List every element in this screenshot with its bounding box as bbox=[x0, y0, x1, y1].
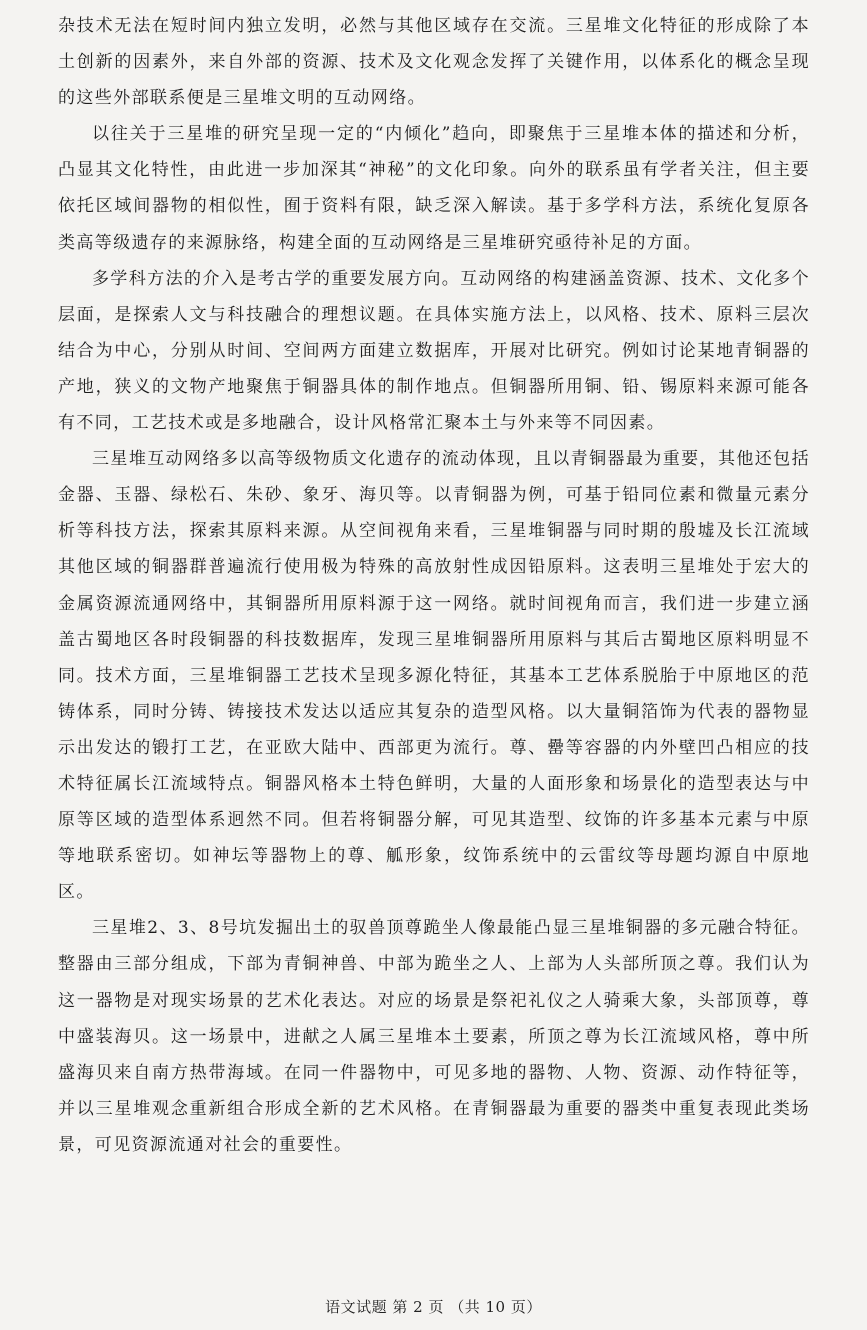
page-footer: 语文试题 第 2 页 （共 10 页） bbox=[325, 1298, 542, 1316]
paragraph-continuation: 杂技术无法在短时间内独立发明，必然与其他区域存在交流。三星堆文化特征的形成除了本土创新的因素外，来自外部的资源、技术及文化观念发挥了关键作用，以体系化的概念呈现的这些外部联系便是三星堆文明的互动网络。 bbox=[58, 16, 810, 109]
paragraph-multidisciplinary-method: 多学科方法的介入是考古学的重要发展方向。互动网络的构建涵盖资源、技术、文化多个层面，是探索人文与科技融合的理想议题。在具体实施方法上，以风格、技术、原料三层次结合为中心，分别从时间、空间两方面建立数据库，开展对比研究。例如讨论某地青铜器的产地，狭义的文物产地聚焦于铜器具体的制作地点。但铜器所用铜、铅、锡原料来源可能各有不同，工艺技术或是多地融合，设计风格常汇聚本土与外来等不同因素。 bbox=[58, 268, 810, 434]
paragraph-research-tendency: 以往关于三星堆的研究呈现一定的“内倾化”趋向，即聚焦于三星堆本体的描述和分析，凸显其文化特性，由此进一步加深其“神秘”的文化印象。向外的联系虽有学者关注，但主要依托区域间器物的相似性，囿于资料有限，缺乏深入解读。基于多学科方法，系统化复原各类高等级遗存的来源脉络，构建全面的互动网络是三星堆研究亟待补足的方面。 bbox=[58, 124, 810, 253]
paragraph-kneeling-figure: 三星堆2、3、8号坑发掘出土的驭兽顶尊跪坐人像最能凸显三星堆铜器的多元融合特征。整器由三部分组成，下部为青铜神兽、中部为跪坐之人、上部为人头部所顶之尊。我们认为这一器物是对现实场景的艺术化表达。对应的场景是祭祀礼仪之人骑乘大象，头部顶尊，尊中盛装海贝。这一场景中，进献之人属三星堆本土要素，所顶之尊为长江流域风格，尊中所盛海贝来自南方热带海域。在同一件器物中，可见多地的器物、人物、资源、动作特征等，并以三星堆观念重新组合形成全新的艺术风格。在青铜器最为重要的器类中重复表现此类场景，可见资源流通对社会的重要性。 bbox=[58, 918, 810, 1155]
paragraph-bronze-network: 三星堆互动网络多以高等级物质文化遗存的流动体现，且以青铜器最为重要，其他还包括金器、玉器、绿松石、朱砂、象牙、海贝等。以青铜器为例，可基于铅同位素和微量元素分析等科技方法，探索其原料来源。从空间视角来看，三星堆铜器与同时期的殷墟及长江流域其他区域的铜器群普遍流行使用极为特殊的高放射性成因铅原料。这表明三星堆处于宏大的金属资源流通网络中，其铜器所用原料源于这一网络。就时间视角而言，我们进一步建立涵盖古蜀地区各时段铜器的科技数据库，发现三星堆铜器所用原料与其后古蜀地区原料明显不同。技术方面，三星堆铜器工艺技术呈现多源化特征，其基本工艺体系脱胎于中原地区的范铸体系，同时分铸、铸接技术发达以适应其复杂的造型风格。以大量铜箔饰为代表的器物显示出发达的锻打工艺，在亚欧大陆中、西部更为流行。尊、罍等容器的内外壁凹凸相应的技术特征属长江流域特点。铜器风格本土特色鲜明，大量的人面形象和场景化的造型表达与中原等区域的造型体系迥然不同。但若将铜器分解，可见其造型、纹饰的许多基本元素与中原等地联系密切。如神坛等器物上的尊、觚形象，纹饰系统中的云雷纹等母题均源自中原地区。 bbox=[58, 449, 810, 903]
page-body bbox=[58, 8, 810, 1163]
